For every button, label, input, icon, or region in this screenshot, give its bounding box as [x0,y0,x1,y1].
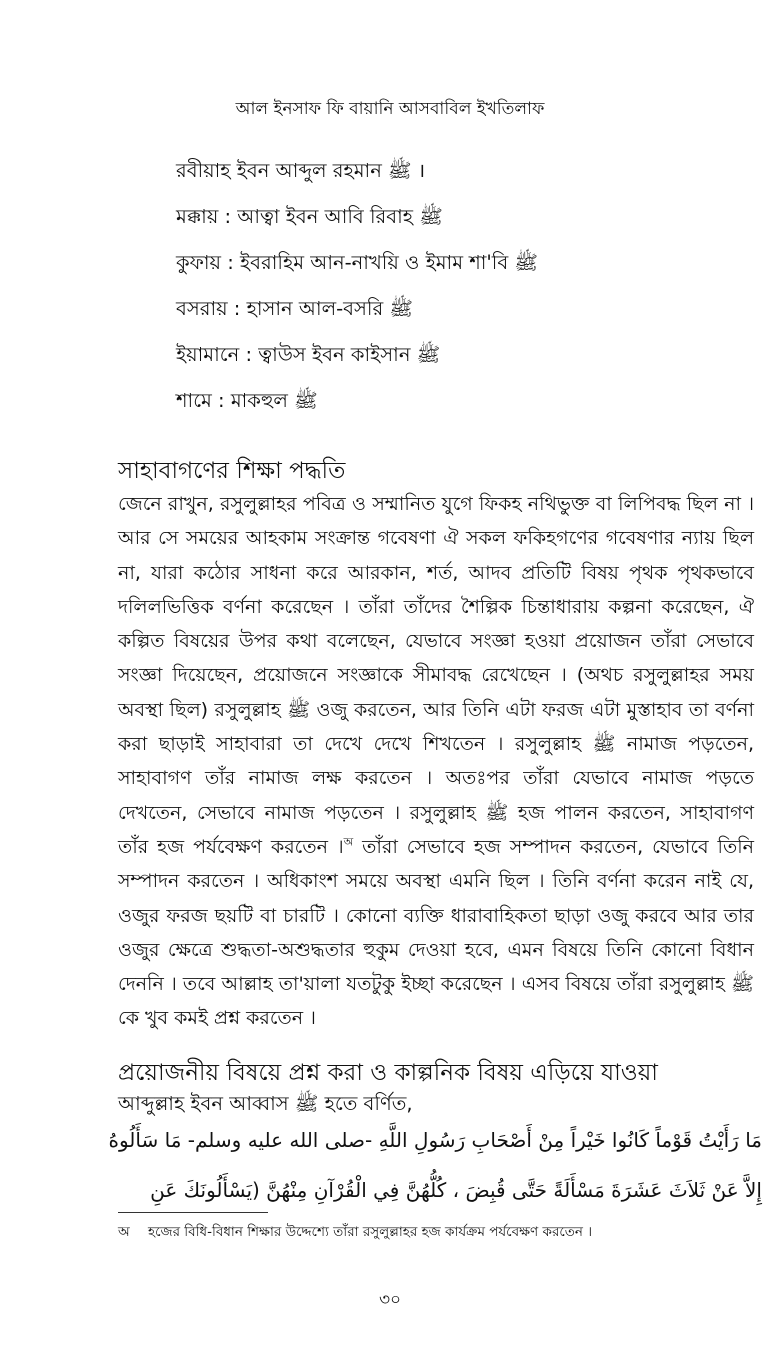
section-heading: প্রয়োজনীয় বিষয়ে প্রশ্ন করা ও কাল্পনিক বিষয় এড়িয়ে যাওয়া [118,1060,658,1086]
list-item: কুফায় : ইবরাহিম আন-নাখয়ি ও ইমাম শা'বি ﷺ [176,251,538,274]
list-item: রবীয়াহ ইবন আব্দুল রহমান ﷺ । [176,159,426,182]
body-paragraph [118,487,754,1036]
page-number: ৩০ [378,1290,402,1310]
list-item: বসরায় : হাসান আল-বসরি ﷺ [176,297,413,320]
scholar-list [176,156,538,432]
paragraph-text: জেনে রাখুন, রসুলুল্লাহর পবিত্র ও সম্মানিত যুগে ফিকহ নথিভুক্ত বা লিপিবদ্ধ ছিল না । আর সে সময়ের আহকাম সংক্রান্ত গবেষণা ঐ সকল ফকিহগণের গবেষণার ন্যায় ছিল না, যারা কঠোর সাধনা করে আরকান, শর্ত, আদব প্রতিটি বিষয় পৃথক পৃথকভাবে দলিলভিত্তিক বর্ণনা করেছেন । তাঁরা তাঁদের শৈল্পিক চিন্তাধারায় কল্পনা করেছেন, ঐ কল্পিত বিষয়ের উপর কথা বলেছেন, যেভাবে সংজ্ঞা হওয়া প্রয়োজন তাঁরা সেভাবে সংজ্ঞা দিয়েছেন, প্রয়োজনে সংজ্ঞাকে সীমাবদ্ধ রেখেছেন । (অথচ রসুলুল্লাহর সময় অবস্থা ছিল) রসুলুল্লাহ ﷺ ওজু করতেন, আর তিনি এটা ফরজ এটা মুস্তাহাব তা বর্ণনা করা ছাড়াই সাহাবারা তা দেখে দেখে শিখতেন । রসুলুল্লাহ ﷺ নামাজ পড়তেন, সাহাবাগণ তাঁর নামাজ লক্ষ করতেন । অতঃপর তাঁরা যেভাবে নামাজ পড়তে দেখতেন, সেভাবে নামাজ পড়তেন । রসুলুল্লাহ ﷺ হজ পালন করতেন, সাহাবাগণ তাঁর হজ পর্যবেক্ষণ করতেন । [118,493,755,858]
footnote-divider [118,1212,268,1213]
footnote-text: হজের বিধি-বিধান শিক্ষার উদ্দেশ্যে তাঁরা রসুলুল্লাহর হজ কার্যক্রম পর্যবেক্ষণ করতেন । [148,1224,593,1240]
list-item: মক্কায় : আত্বা ইবন আবি রিবাহ ﷺ [176,205,443,228]
list-item: ইয়ামানে : ত্বাউস ইবন কাইসান ﷺ [176,343,441,366]
footnote-mark: অ [118,1224,130,1240]
footnote [118,1221,592,1244]
arabic-text: مَا رَأَيْتُ قَوْماً كَانُوا خَيْراً مِنْ أَصْحَابِ رَسُولِ اللَّهِ -صلى الله عليه وسلم- مَا سَأَلُوهُ [108,1128,762,1152]
arabic-text: إِلاَّ عَنْ ثَلاَثَ عَشَرَةَ مَسْأَلَةً حَتَّى قُبِضَ ، كُلُّهُنَّ فِي الْقُرْآنِ مِنْهُنَّ (يَسْأَلُونَكَ عَنِ [150,1178,762,1202]
list-item: শামে : মাকহুল ﷺ [176,389,318,412]
section-heading: সাহাবাগণের শিক্ষা পদ্ধতি [118,458,346,484]
running-head: আল ইনসাফ ফি বায়ানি আসবাবিল ইখতিলাফ [235,99,545,119]
footnote-ref[interactable]: অ [343,835,354,849]
paragraph-text: তাঁরা সেভাবে হজ সম্পাদন করতেন, যেভাবে তিনি সম্পাদন করতেন । অধিকাংশ সময়ে অবস্থা এমনি ছিল । তিনি বর্ণনা করেন নাই যে, ওজুর ফরজ ছয়টি বা চারটি । কোনো ব্যক্তি ধারাবাহিকতা ছাড়া ওজু করবে আর তার ওজুর ক্ষেত্রে শুদ্ধতা-অশুদ্ধতার হুকুম দেওয়া হবে, এমন বিষয়ে তিনি কোনো বিধান দেননি । তবে আল্লাহ তা'য়ালা যতটুকু ইচ্ছা করেছেন । এসব বিষয়ে তাঁরা রসুলুল্লাহ ﷺ কে খুব কমই প্রশ্ন করতেন । [118,835,755,1030]
hadith-intro: আব্দুল্লাহ ইবন আব্বাস ﷺ হতে বর্ণিত, [118,1092,413,1115]
